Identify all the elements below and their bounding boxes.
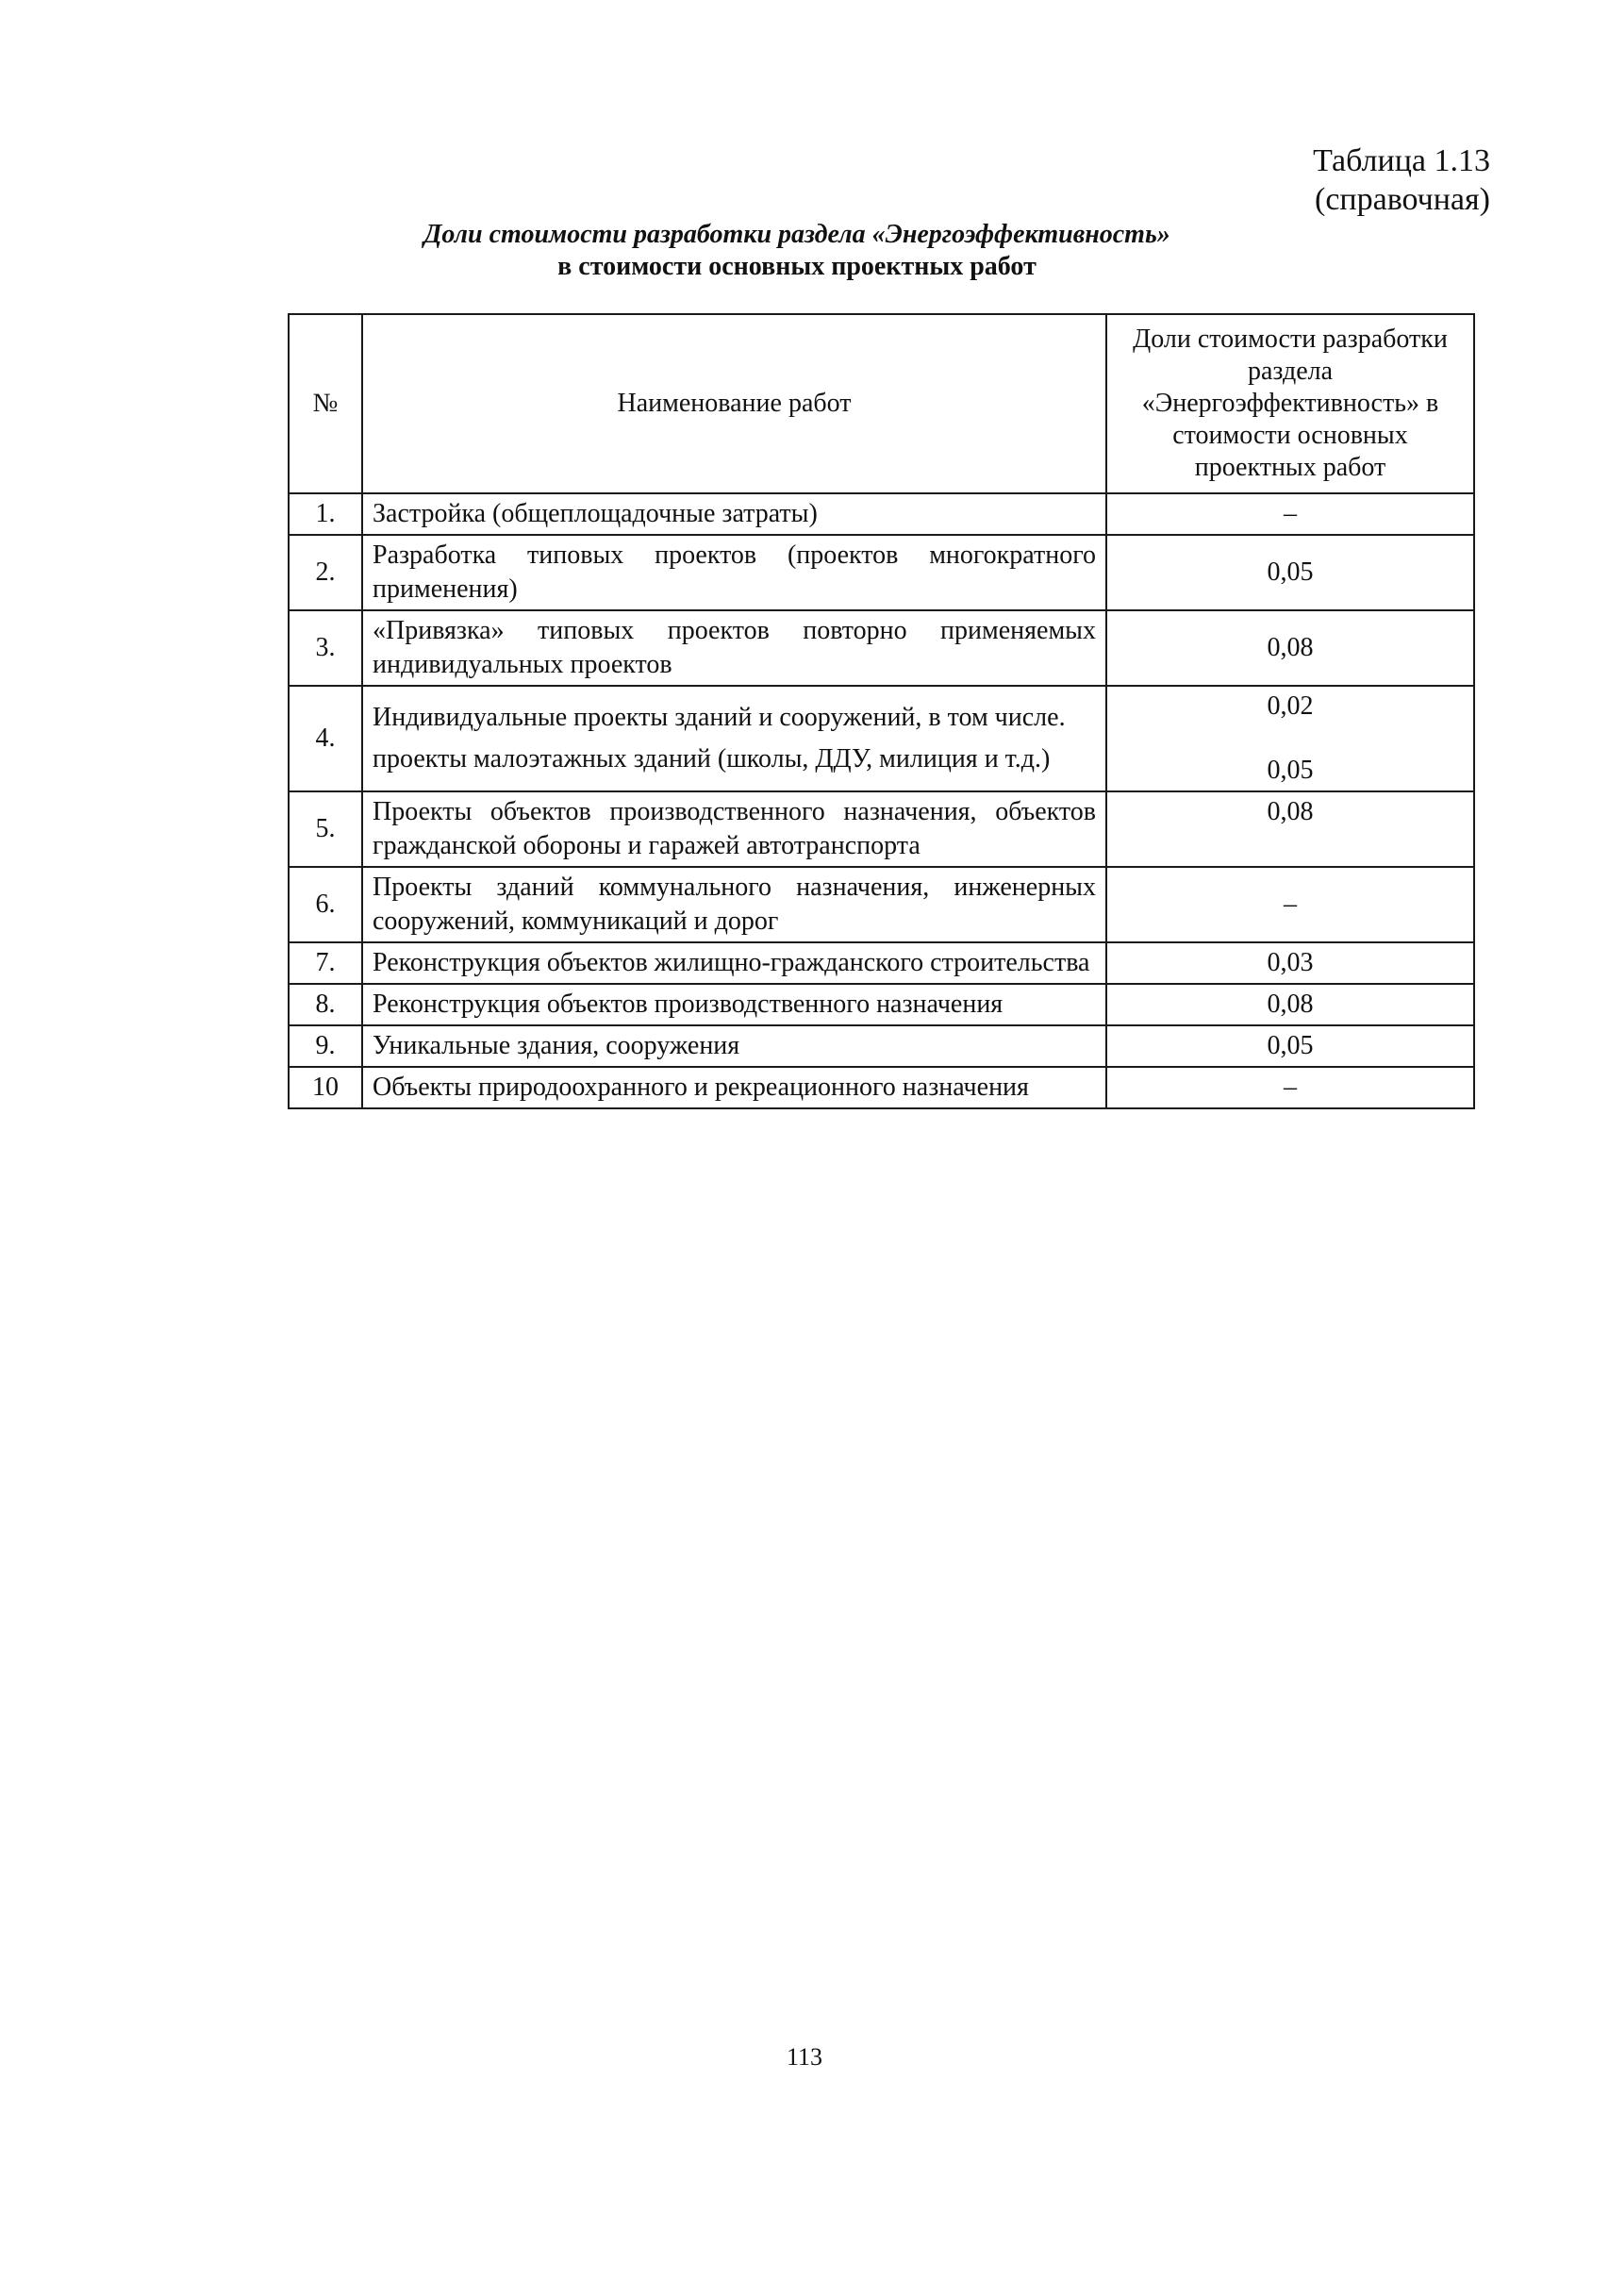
row-share: 0,08 (1106, 984, 1474, 1025)
row-number: 5. (289, 791, 362, 867)
row-name: Индивидуальные проекты зданий и сооружений, в том числе. (373, 703, 1066, 732)
row-share: – (1106, 1067, 1474, 1108)
table-row (289, 493, 1474, 535)
row-share: – (1106, 493, 1474, 535)
table-row (289, 1067, 1474, 1108)
row-share-group (1106, 686, 1474, 791)
table-row (289, 610, 1474, 686)
row-subitem-name: проекты малоэтажных зданий (школы, ДДУ, милиция и т.д.) (373, 744, 1051, 774)
table-title (283, 219, 1311, 283)
row-number: 7. (289, 942, 362, 984)
row-share: 0,08 (1106, 610, 1474, 686)
table-row (289, 1025, 1474, 1067)
row-name: Разработка типовых проектов (проектов многократного применения) (362, 535, 1106, 610)
row-name: Уникальные здания, сооружения (362, 1025, 1106, 1067)
row-number: 8. (289, 984, 362, 1025)
table-row (289, 791, 1474, 867)
page-number: 113 (786, 2043, 823, 2071)
row-number: 2. (289, 535, 362, 610)
row-name: Реконструкция объектов жилищно-гражданского строительства (362, 942, 1106, 984)
row-share: 0,03 (1106, 942, 1474, 984)
row-share: 0,05 (1106, 535, 1474, 610)
row-share: 0,02 (1267, 691, 1314, 721)
table-label: Таблица 1.13 (1313, 143, 1490, 178)
row-name: Реконструкция объектов производственного назначения (362, 984, 1106, 1025)
row-share: 0,08 (1106, 791, 1474, 867)
row-number: 3. (289, 610, 362, 686)
table-row (289, 984, 1474, 1025)
table-row (289, 686, 1474, 791)
table-title-line-2: в стоимости основных проектных работ (557, 252, 1037, 281)
shares-table (288, 313, 1475, 1109)
row-name: Объекты природоохранного и рекреационного назначения (362, 1067, 1106, 1108)
row-number: 4. (289, 686, 362, 791)
row-name: «Привязка» типовых проектов повторно применяемых индивидуальных проектов (362, 610, 1106, 686)
row-subitem-share: 0,05 (1267, 756, 1314, 785)
table-title-line-1: Доли стоимости разработки раздела «Энергоэффективность» (423, 220, 1170, 249)
table-row (289, 867, 1474, 942)
column-header-name: Наименование работ (362, 314, 1106, 493)
table-row (289, 942, 1474, 984)
row-number: 1. (289, 493, 362, 535)
row-number: 9. (289, 1025, 362, 1067)
table-header-row (289, 314, 1474, 493)
row-name-group (362, 686, 1106, 791)
row-share: – (1106, 867, 1474, 942)
row-number: 10 (289, 1067, 362, 1108)
row-number: 6. (289, 867, 362, 942)
table-note: (справочная) (1315, 182, 1490, 217)
row-share: 0,05 (1106, 1025, 1474, 1067)
column-header-share: Доли стоимости разработки раздела «Энергоэффективность» в стоимости основных проектных работ (1106, 314, 1474, 493)
column-header-number: № (289, 314, 362, 493)
row-name: Застройка (общеплощадочные затраты) (362, 493, 1106, 535)
row-name: Проекты зданий коммунального назначения, инженерных сооружений, коммуникаций и дорог (362, 867, 1106, 942)
table-label-block (1151, 141, 1490, 219)
table-row (289, 535, 1474, 610)
row-name: Проекты объектов производственного назначения, объектов гражданской обороны и гаражей автотранспорта (362, 791, 1106, 867)
